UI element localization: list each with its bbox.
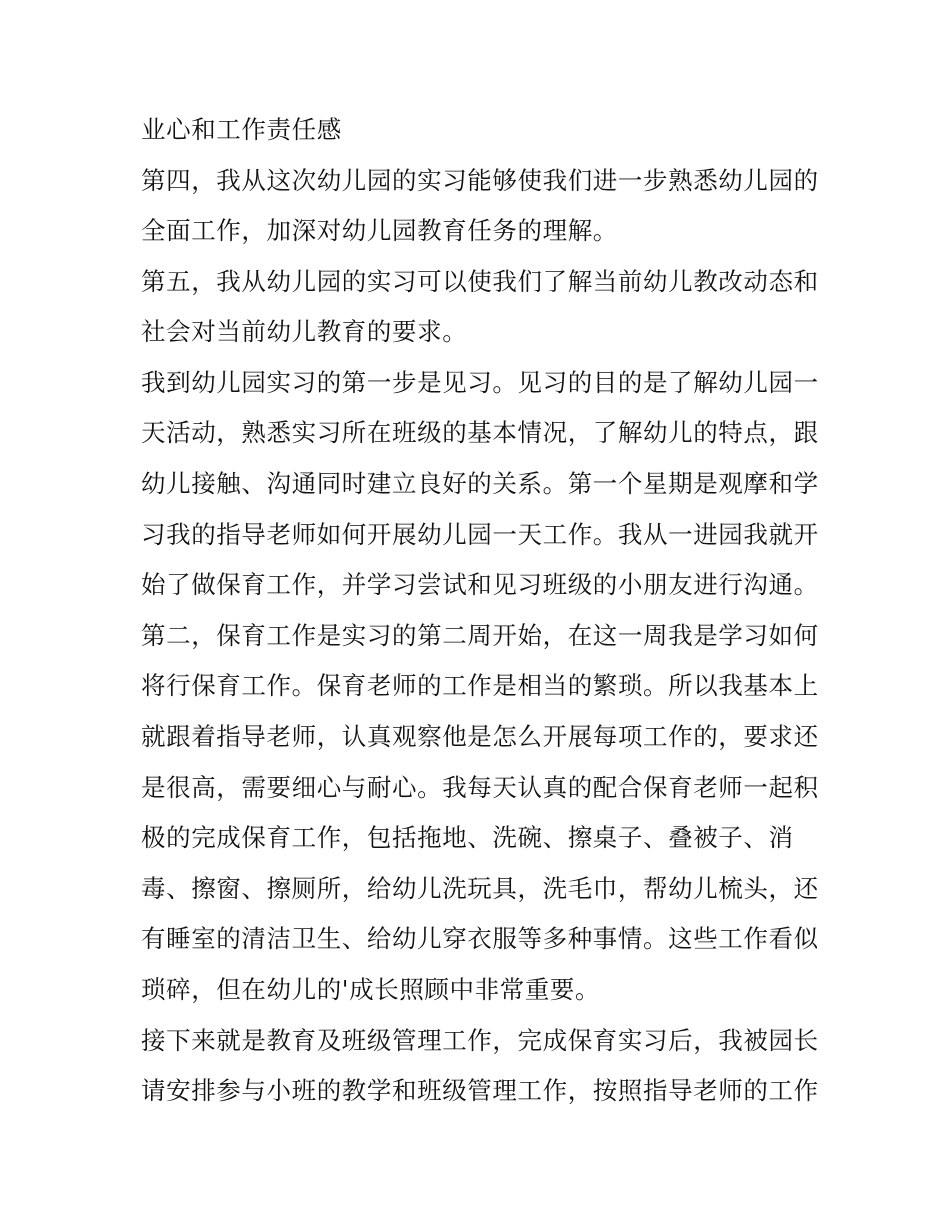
text-line: 幼儿接触、沟通同时建立良好的关系。第一个星期是观摩和学	[141, 469, 819, 498]
text-line: 是很高，需要细心与耐心。我每天认真的配合保育老师一起积	[141, 773, 819, 802]
text-line: 毒、擦窗、擦厕所，给幼儿洗玩具，洗毛巾，帮幼儿梳头，还	[141, 874, 819, 903]
text-line: 极的完成保育工作，包括拖地、洗碗、擦桌子、叠被子、消	[141, 823, 794, 852]
text-line: 有睡室的清洁卫生、给幼儿穿衣服等多种事情。这些工作看似	[141, 924, 819, 953]
text-line: 琐碎，但在幼儿的'成长照顾中非常重要。	[141, 975, 601, 1004]
text-line: 全面工作，加深对幼儿园教育任务的理解。	[141, 216, 618, 245]
text-line: 我到幼儿园实习的第一步是见习。见习的目的是了解幼儿园一	[141, 368, 819, 397]
text-line: 天活动，熟悉实习所在班级的基本情况，了解幼儿的特点，跟	[141, 418, 819, 447]
text-line: 业心和工作责任感	[141, 115, 342, 144]
text-line: 第四，我从这次幼儿园的实习能够使我们进一步熟悉幼儿园的	[141, 166, 819, 195]
text-line: 社会对当前幼儿教育的要求。	[141, 317, 468, 346]
text-line: 接下来就是教育及班级管理工作，完成保育实习后，我被园长	[141, 1026, 819, 1055]
text-line: 始了做保育工作，并学习尝试和见习班级的小朋友进行沟通。	[141, 570, 819, 599]
text-line: 请安排参与小班的教学和班级管理工作，按照指导老师的工作	[141, 1076, 819, 1105]
text-line: 第二，保育工作是实习的第二周开始，在这一周我是学习如何	[141, 621, 819, 650]
text-line: 习我的指导老师如何开展幼儿园一天工作。我从一进园我就开	[141, 520, 819, 549]
text-line: 将行保育工作。保育老师的工作是相当的繁琐。所以我基本上	[141, 671, 819, 700]
text-line: 第五，我从幼儿园的实习可以使我们了解当前幼儿教改动态和	[141, 267, 819, 296]
text-line: 就跟着指导老师，认真观察他是怎么开展每项工作的，要求还	[141, 722, 819, 751]
